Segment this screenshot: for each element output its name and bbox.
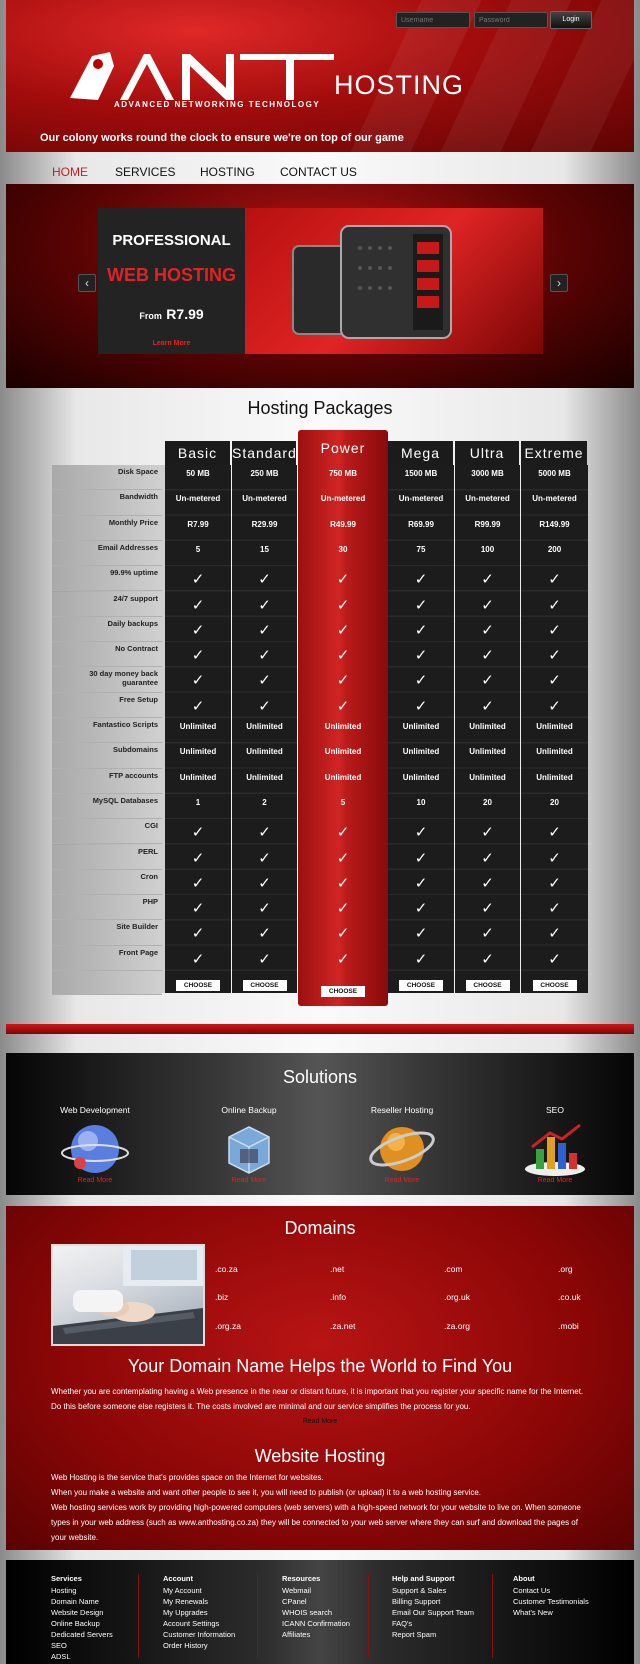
check-icon: ✓ — [481, 900, 494, 918]
footer-column-about — [513, 1574, 589, 1618]
table-cell: 20 — [550, 797, 559, 807]
check-icon: ✓ — [481, 647, 494, 665]
table-cell: 50 MB — [186, 469, 210, 478]
check-icon: ✓ — [414, 849, 428, 867]
check-icon: ✓ — [258, 849, 271, 867]
check-icon: ✓ — [414, 596, 428, 614]
check-icon: ✓ — [481, 596, 494, 614]
table-cell: 5 — [195, 544, 201, 554]
header-tagline: Our colony works round the clock to ensure we're on top of our game — [40, 132, 404, 144]
footer-link[interactable]: Hosting — [51, 1586, 77, 1595]
footer-link[interactable]: My Account — [163, 1586, 202, 1595]
choose-ultra-button[interactable]: CHOOSE — [466, 980, 510, 991]
table-cell: R69.99 — [408, 519, 434, 529]
check-icon: ✓ — [191, 596, 205, 614]
footer-column-services — [51, 1574, 113, 1662]
footer-link[interactable]: What's New — [513, 1608, 553, 1617]
table-cell: Unlimited — [402, 722, 440, 731]
footer-link[interactable]: My Renewals — [163, 1597, 209, 1606]
check-icon: ✓ — [414, 571, 428, 589]
server-image — [245, 208, 543, 354]
choose-mega-button[interactable]: CHOOSE — [399, 980, 443, 991]
table-cell: 200 — [547, 544, 562, 554]
solution-online-backup[interactable]: Online Backup — [189, 1105, 309, 1184]
check-icon: ✓ — [336, 950, 350, 968]
check-icon: ✓ — [191, 824, 205, 842]
check-icon: ✓ — [258, 874, 271, 892]
footer-link[interactable]: Domain Name — [51, 1597, 99, 1606]
packages-title: Hosting Packages — [247, 398, 393, 418]
solution-reseller-hosting[interactable]: Reseller Hosting — [342, 1105, 462, 1184]
check-icon: ✓ — [548, 925, 561, 943]
table-cell: 1500 MB — [404, 469, 438, 478]
table-cell: Un-metered — [398, 494, 444, 504]
domain-tld-link[interactable]: .biz — [215, 1292, 229, 1302]
nav-services[interactable]: SERVICES — [115, 165, 176, 179]
footer-link[interactable]: Website Design — [51, 1608, 104, 1617]
check-icon: ✓ — [258, 672, 271, 690]
domain-tld-link[interactable]: .mobi — [558, 1321, 579, 1331]
table-cell: 100 — [480, 544, 495, 554]
check-icon: ✓ — [414, 647, 428, 665]
slider-prev-button[interactable]: ‹ — [78, 274, 96, 292]
footer-link[interactable]: Customer Testimonials — [513, 1597, 589, 1606]
table-cell: 15 — [260, 544, 269, 554]
check-icon: ✓ — [548, 824, 561, 842]
backup-cube-icon — [214, 1119, 284, 1179]
solution-seo[interactable]: SEO — [495, 1105, 615, 1184]
solution-read-more-link[interactable]: Read More — [537, 1177, 573, 1184]
check-icon: ✓ — [548, 697, 561, 715]
solutions-title: Solutions — [282, 1067, 358, 1087]
table-cell: 75 — [416, 544, 426, 554]
choose-power-button[interactable]: CHOOSE — [321, 986, 365, 997]
table-cell: Unlimited — [246, 747, 283, 757]
site-header — [6, 0, 634, 152]
domain-tld-link[interactable]: .org.uk — [444, 1292, 470, 1302]
check-icon: ✓ — [191, 900, 205, 918]
domain-tld-link[interactable]: .net — [330, 1264, 345, 1274]
row-label: PHP — [52, 895, 162, 920]
table-cell: Unlimited — [402, 747, 440, 757]
row-label: No Contract — [52, 642, 162, 667]
password-input[interactable] — [474, 12, 548, 28]
check-icon: ✓ — [191, 621, 205, 639]
plan-header-standard: Standard — [232, 441, 296, 465]
row-label: Site Builder — [52, 920, 162, 945]
domain-headline: Your Domain Name Helps the World to Find You — [127, 1356, 513, 1376]
table-cell: 20 — [483, 797, 492, 807]
table-cell: Unlimited — [469, 722, 506, 731]
table-cell: Unlimited — [324, 747, 362, 757]
table-cell: 10 — [416, 797, 426, 807]
row-label: Bandwidth — [52, 490, 162, 515]
plan-column-power — [298, 430, 388, 1006]
row-label: Front Page — [52, 946, 162, 971]
table-cell: R7.99 — [187, 519, 209, 529]
table-cell: Unlimited — [469, 772, 506, 782]
plan-header-basic: Basic — [165, 441, 230, 465]
footer-link[interactable]: Customer Information — [163, 1630, 236, 1639]
table-cell: 1 — [195, 797, 201, 807]
check-icon: ✓ — [548, 900, 561, 918]
row-label: Subdomains — [52, 743, 162, 768]
footer-heading: About — [513, 1574, 535, 1583]
check-icon: ✓ — [336, 571, 350, 589]
footer-link[interactable]: Contact Us — [513, 1586, 551, 1595]
check-icon: ✓ — [481, 925, 494, 943]
slider-next-button[interactable]: › — [550, 274, 568, 292]
check-icon: ✓ — [481, 621, 494, 639]
check-icon: ✓ — [191, 697, 205, 715]
footer-link[interactable]: Billing Support — [392, 1597, 441, 1606]
footer-link[interactable]: ADSL — [51, 1652, 71, 1661]
check-icon: ✓ — [191, 874, 205, 892]
row-label: Fantastico Scripts — [52, 718, 162, 743]
server-icon — [245, 208, 543, 354]
ant-logo[interactable] — [62, 48, 362, 108]
nav-contact-us[interactable]: CONTACT US — [280, 165, 357, 179]
domain-tld-link[interactable]: .co.uk — [558, 1292, 581, 1302]
footer-heading: Account — [163, 1574, 193, 1583]
table-cell: Un-metered — [532, 494, 577, 504]
check-icon: ✓ — [414, 672, 428, 690]
table-cell: Unlimited — [536, 772, 573, 782]
table-cell: R149.99 — [539, 519, 570, 529]
footer-heading: Help and Support — [392, 1574, 455, 1583]
check-icon: ✓ — [336, 672, 350, 690]
check-icon: ✓ — [258, 621, 271, 639]
row-label: PERL — [52, 845, 162, 870]
footer-link[interactable]: Order History — [163, 1641, 208, 1650]
choose-basic-button[interactable]: CHOOSE — [176, 980, 220, 991]
table-cell: Unlimited — [179, 722, 217, 731]
check-icon: ✓ — [414, 874, 428, 892]
domain-tld-link[interactable]: .info — [330, 1292, 347, 1302]
row-label: Daily backups — [52, 617, 162, 642]
login-button[interactable]: Login — [550, 11, 592, 29]
table-cell: Un-metered — [320, 494, 366, 504]
section-divider — [6, 1024, 634, 1034]
table-cell: 5000 MB — [538, 469, 571, 478]
footer-column-help-and-support — [392, 1574, 474, 1640]
row-label: Cron — [52, 870, 162, 895]
username-input[interactable] — [396, 12, 470, 28]
check-icon: ✓ — [548, 874, 561, 892]
table-cell: R49.99 — [330, 519, 356, 529]
check-icon: ✓ — [258, 596, 271, 614]
website-hosting-text: Web Hosting is the service that's provides space on the Internet for websites. When you make a website and want other people to see it, you will need to publish (or upload) it to a web hosting service. Web hosting services work by providing high-powered computers (web servers) with a high-speed network for your website to live on. When someone types in your web address (such as www.anthosting.co.za) they will be connected to your web server where they can surf and download the pages of your website. — [51, 1473, 581, 1542]
table-cell: Unlimited — [179, 747, 217, 757]
table-cell: 3000 MB — [471, 469, 504, 478]
check-icon: ✓ — [191, 571, 205, 589]
solution-read-more-link[interactable]: Read More — [384, 1177, 420, 1184]
table-cell: Unlimited — [402, 772, 440, 782]
table-cell: Unlimited — [324, 772, 362, 782]
check-icon: ✓ — [336, 824, 350, 842]
table-cell: Unlimited — [536, 747, 573, 757]
hero-slider — [6, 184, 634, 388]
choose-extreme-button[interactable]: CHOOSE — [533, 980, 577, 991]
check-icon: ✓ — [548, 849, 561, 867]
plan-header-mega: Mega — [388, 441, 453, 465]
check-icon: ✓ — [336, 697, 350, 715]
table-cell: 30 — [338, 544, 348, 554]
check-icon: ✓ — [191, 672, 205, 690]
check-icon: ✓ — [414, 900, 428, 918]
seo-chart-icon — [520, 1119, 590, 1179]
check-icon: ✓ — [336, 596, 350, 614]
footer-link[interactable]: WHOIS search — [282, 1608, 333, 1617]
nav-home[interactable]: HOME — [52, 165, 88, 179]
check-icon: ✓ — [258, 824, 271, 842]
footer-heading: Services — [51, 1574, 82, 1583]
slide-learn-more-link[interactable]: Learn More — [152, 340, 191, 347]
check-icon: ✓ — [481, 849, 494, 867]
row-label: CGI — [52, 819, 162, 844]
check-icon: ✓ — [336, 874, 350, 892]
table-cell: Unlimited — [536, 722, 573, 731]
slide-subtitle: WEB HOSTING — [107, 265, 236, 285]
domain-tld-link[interactable]: .za.net — [330, 1321, 356, 1331]
check-icon: ✓ — [481, 874, 494, 892]
domain-tld-link[interactable]: .co.za — [215, 1264, 238, 1274]
check-icon: ✓ — [414, 697, 428, 715]
check-icon: ✓ — [414, 925, 428, 943]
check-icon: ✓ — [481, 824, 494, 842]
table-cell: R99.99 — [474, 519, 501, 529]
domain-paragraph: Whether you are contemplating having a Web presence in the near or distant future, it is important that you register your specific name for the Internet. Do this before someone else registers it. The costs involved are minimal and our service simplifies the process for you. — [51, 1387, 584, 1411]
check-icon: ✓ — [258, 950, 271, 968]
row-label: 24/7 support — [52, 592, 162, 617]
footer-link[interactable]: ICANN Confirmation — [282, 1619, 350, 1628]
table-cell: R29.99 — [251, 519, 278, 529]
footer-link[interactable]: Account Settings — [163, 1619, 220, 1628]
row-label: Disk Space — [52, 465, 162, 490]
check-icon: ✓ — [481, 571, 494, 589]
check-icon: ✓ — [336, 647, 350, 665]
check-icon: ✓ — [414, 950, 428, 968]
row-label: FTP accounts — [52, 769, 162, 794]
choose-standard-button[interactable]: CHOOSE — [243, 980, 287, 991]
table-cell: 750 MB — [328, 469, 357, 478]
check-icon: ✓ — [258, 571, 271, 589]
check-icon: ✓ — [548, 571, 561, 589]
slide-title: PROFESSIONAL — [112, 232, 231, 249]
domain-read-more-link[interactable]: Read More — [302, 1418, 338, 1425]
footer-link[interactable]: Online Backup — [51, 1619, 100, 1628]
row-label-empty — [52, 971, 162, 995]
check-icon: ✓ — [481, 697, 494, 715]
footer-link[interactable]: Dedicated Servers — [51, 1630, 113, 1639]
table-cell: 2 — [262, 797, 267, 807]
check-icon: ✓ — [258, 900, 271, 918]
check-icon: ✓ — [336, 900, 350, 918]
slide-banner — [98, 208, 543, 354]
table-cell: Unlimited — [179, 772, 217, 782]
table-cell: Un-metered — [175, 494, 221, 504]
plan-header-power: Power — [320, 440, 366, 456]
website-hosting-title: Website Hosting — [254, 1446, 386, 1466]
globe-icon — [60, 1119, 130, 1179]
check-icon: ✓ — [336, 925, 350, 943]
keyboard-photo — [51, 1244, 205, 1346]
row-label: MySQL Databases — [52, 794, 162, 819]
check-icon: ✓ — [191, 647, 205, 665]
row-label: Email Addresses — [52, 541, 162, 566]
logo-tagline: ADVANCED NETWORKING TECHNOLOGY — [114, 100, 321, 109]
svg-text:ANT: ANT — [212, 88, 214, 89]
table-cell: 5 — [340, 797, 346, 807]
check-icon: ✓ — [258, 647, 271, 665]
domains-title: Domains — [284, 1218, 356, 1238]
footer-link[interactable]: FAQ's — [392, 1619, 413, 1628]
check-icon: ✓ — [481, 950, 494, 968]
solutions-section — [6, 1053, 634, 1195]
table-cell: 250 MB — [250, 469, 279, 478]
check-icon: ✓ — [336, 849, 350, 867]
row-label: Monthly Price — [52, 516, 162, 541]
footer-link[interactable]: Report Spam — [392, 1630, 437, 1639]
table-cell: Unlimited — [246, 772, 283, 782]
footer-link[interactable]: Email Our Support Team — [392, 1608, 474, 1617]
footer-column-resources — [282, 1574, 350, 1640]
row-label: 99.9% uptime — [52, 566, 162, 591]
solution-read-more-link[interactable]: Read More — [77, 1177, 113, 1184]
logo-hosting-word: HOSTING — [334, 70, 465, 100]
plan-header-ultra: Ultra — [455, 441, 519, 465]
main-nav — [0, 156, 640, 186]
table-cell: Unlimited — [246, 722, 283, 731]
check-icon: ✓ — [548, 647, 561, 665]
domain-tld-link[interactable]: .org — [558, 1264, 573, 1274]
footer-link[interactable]: Affiliates — [282, 1630, 311, 1639]
footer-link[interactable]: My Upgrades — [163, 1608, 208, 1617]
table-cell: Unlimited — [469, 747, 506, 757]
domain-tld-link[interactable]: .com — [444, 1264, 463, 1274]
nav-hosting[interactable]: HOSTING — [200, 165, 255, 179]
footer-heading: Resources — [282, 1574, 321, 1583]
table-cell: Un-metered — [465, 494, 510, 504]
check-icon: ✓ — [548, 596, 561, 614]
solution-web-development[interactable]: Web Development — [35, 1105, 155, 1184]
check-icon: ✓ — [258, 697, 271, 715]
footer-link[interactable]: Webmail — [282, 1586, 312, 1595]
check-icon: ✓ — [414, 824, 428, 842]
check-icon: ✓ — [548, 672, 561, 690]
row-label: 30 day money back guarantee — [52, 667, 162, 692]
footer-link[interactable]: SEO — [51, 1641, 67, 1650]
check-icon: ✓ — [191, 950, 205, 968]
check-icon: ✓ — [548, 950, 561, 968]
check-icon: ✓ — [481, 672, 494, 690]
table-cell: Unlimited — [324, 722, 362, 731]
check-icon: ✓ — [414, 621, 428, 639]
orbit-globe-icon — [367, 1119, 437, 1179]
plan-header-extreme: Extreme — [521, 441, 587, 465]
check-icon: ✓ — [191, 849, 205, 867]
row-label: Free Setup — [52, 693, 162, 718]
check-icon: ✓ — [191, 925, 205, 943]
site-footer — [6, 1560, 634, 1664]
footer-link[interactable]: CPanel — [282, 1597, 307, 1606]
check-icon: ✓ — [548, 621, 561, 639]
domain-tld-link[interactable]: .za.org — [444, 1321, 470, 1331]
domain-tld-link[interactable]: .org.za — [215, 1321, 241, 1331]
check-icon: ✓ — [258, 925, 271, 943]
slide-price: From R7.99 — [139, 306, 204, 322]
check-icon: ✓ — [336, 621, 350, 639]
footer-link[interactable]: Support & Sales — [392, 1586, 447, 1595]
footer-column-account — [163, 1574, 235, 1651]
solution-read-more-link[interactable]: Read More — [231, 1177, 267, 1184]
table-cell: Un-metered — [242, 494, 287, 504]
